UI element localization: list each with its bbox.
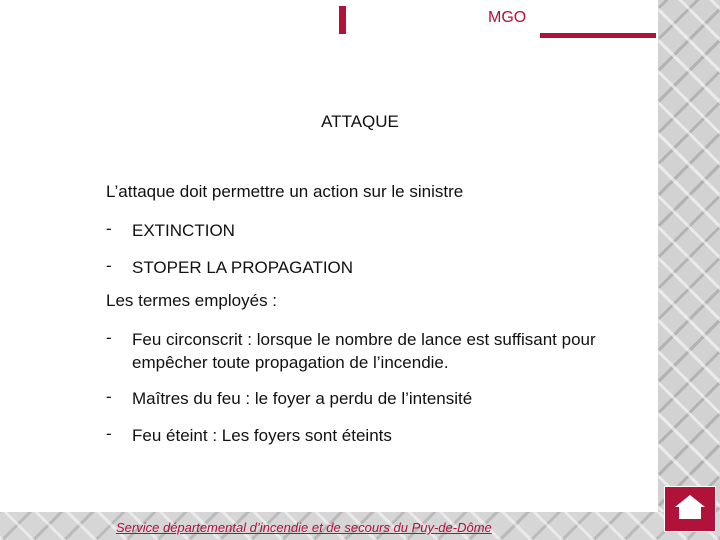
- bullet-dash: -: [106, 424, 112, 443]
- house-body-icon: [679, 507, 701, 519]
- term-item: [132, 387, 602, 410]
- bullet-dash: -: [106, 256, 112, 275]
- intro-text: L’attaque doit permettre un action sur le sinistre: [106, 182, 464, 201]
- terms-heading: Les termes employés :: [106, 291, 278, 310]
- sdis-logo: [664, 486, 716, 532]
- footer-text: Service départemental d’incendie et de secours du Puy-de-Dôme: [116, 520, 492, 535]
- bullet-dash: -: [106, 219, 112, 238]
- decorative-plate-right: [658, 0, 720, 540]
- term-definition: le foyer a perdu de l’intensité: [250, 389, 473, 408]
- term-definition: lorsque le nombre de lance est suffisant pour empêcher toute propagation de l’incendie.: [132, 330, 596, 372]
- house-icon: [675, 495, 705, 507]
- header-accent-bar: [339, 6, 346, 34]
- bullet-dash: -: [106, 387, 112, 406]
- header-label: MGO: [488, 9, 527, 26]
- action-stoper: STOPER LA PROPAGATION: [132, 258, 354, 277]
- bullet-dash: -: [106, 328, 112, 347]
- header-underline: [540, 33, 656, 38]
- term-label: Maîtres du feu :: [132, 389, 251, 408]
- action-extinction: EXTINCTION: [132, 221, 235, 240]
- term-item: [132, 424, 602, 447]
- term-label: Feu circonscrit :: [132, 330, 252, 349]
- slide-title: ATTAQUE: [321, 112, 399, 131]
- term-definition: Les foyers sont éteints: [217, 426, 392, 445]
- term-item: [132, 328, 602, 374]
- term-label: Feu éteint :: [132, 426, 218, 445]
